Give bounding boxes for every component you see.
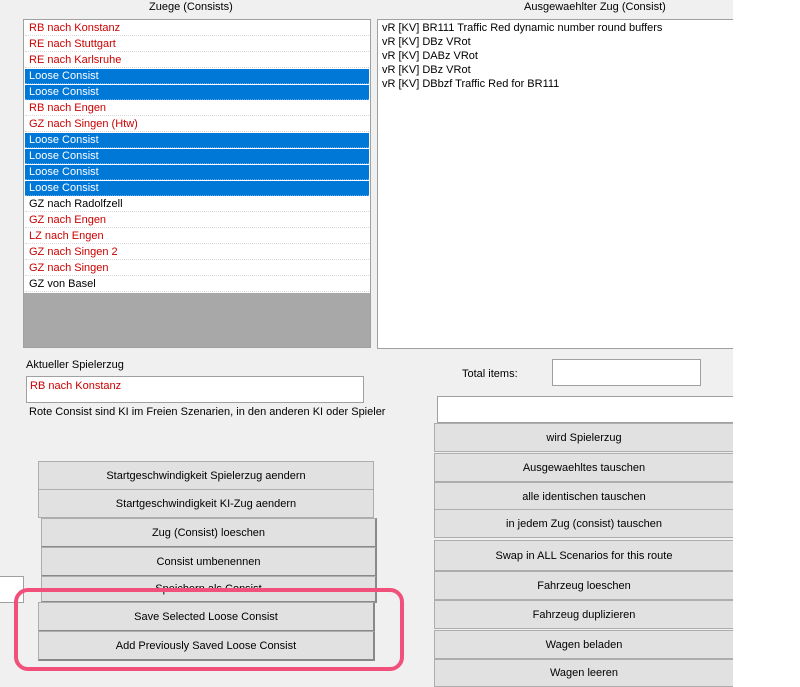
consist-list-item[interactable]: LZ nach Engen: [25, 229, 369, 244]
consist-list-item[interactable]: Loose Consist: [25, 149, 369, 164]
search-input[interactable]: [437, 396, 733, 423]
becomes-player-button[interactable]: wird Spielerzug: [434, 423, 733, 452]
partial-input-field[interactable]: [0, 576, 24, 603]
save-selected-loose-consist-button[interactable]: Save Selected Loose Consist: [38, 602, 375, 632]
duplicate-vehicle-button[interactable]: Fahrzeug duplizieren: [434, 600, 733, 629]
add-saved-loose-consist-button[interactable]: Add Previously Saved Loose Consist: [38, 631, 375, 661]
start-speed-ai-button[interactable]: Startgeschwindigkeit KI-Zug aendern: [38, 489, 374, 518]
consist-list-item[interactable]: Loose Consist: [25, 165, 369, 180]
consist-list-item[interactable]: GZ nach Singen 2: [25, 245, 369, 260]
consist-list-item[interactable]: GZ nach Singen (Htw): [25, 117, 369, 132]
wagon-list-item[interactable]: vR [KV] BR111 Traffic Red dynamic number round buffers: [382, 22, 663, 34]
total-items-field[interactable]: [552, 359, 701, 386]
start-speed-player-button[interactable]: Startgeschwindigkeit Spielerzug aendern: [38, 461, 374, 490]
consist-list-item[interactable]: GZ nach Engen: [25, 213, 369, 228]
delete-vehicle-button[interactable]: Fahrzeug loeschen: [434, 571, 733, 600]
consist-list-item[interactable]: Loose Consist: [25, 85, 369, 100]
selected-train-listbox[interactable]: [377, 19, 733, 349]
wagon-list-item[interactable]: vR [KV] DBz VRot: [382, 64, 471, 76]
wagon-list-item[interactable]: vR [KV] DABz VRot: [382, 50, 478, 62]
listbox-empty-area: [24, 293, 370, 347]
current-player-train-label: Aktueller Spielerzug: [26, 359, 124, 371]
current-player-train-value: RB nach Konstanz: [30, 380, 122, 392]
consist-list-item[interactable]: Loose Consist: [25, 133, 369, 148]
consist-list-item[interactable]: Loose Consist: [25, 181, 369, 196]
consist-list-item[interactable]: RE nach Stuttgart: [25, 37, 369, 52]
consist-list-item[interactable]: GZ von Basel: [25, 277, 369, 292]
swap-selected-button[interactable]: Ausgewaehltes tauschen: [434, 453, 733, 482]
load-wagon-button[interactable]: Wagen beladen: [434, 630, 733, 659]
consist-color-note: Rote Consist sind KI im Freien Szenarien, in den anderen KI oder Spieler: [29, 406, 386, 418]
consist-list-item[interactable]: RB nach Konstanz: [25, 21, 369, 36]
consist-list-item[interactable]: RB nach Engen: [25, 101, 369, 116]
consists-listbox[interactable]: [23, 19, 371, 348]
rename-consist-button[interactable]: Consist umbenennen: [41, 547, 377, 577]
swap-every-consist-button[interactable]: in jedem Zug (consist) tauschen: [434, 509, 733, 538]
wagon-list-item[interactable]: vR [KV] DBz VRot: [382, 36, 471, 48]
current-player-train-field[interactable]: [26, 376, 364, 403]
swap-identical-button[interactable]: alle identischen tauschen: [434, 482, 733, 511]
delete-consist-button[interactable]: Zug (Consist) loeschen: [41, 518, 377, 548]
save-as-consist-button[interactable]: Speichern als Consist: [41, 576, 377, 603]
empty-wagon-button[interactable]: Wagen leeren: [434, 659, 733, 687]
consist-list-item[interactable]: Loose Consist: [25, 69, 369, 84]
swap-all-scenarios-button[interactable]: Swap in ALL Scenarios for this route: [434, 540, 733, 571]
consist-list-item[interactable]: GZ nach Radolfzell: [25, 197, 369, 212]
consist-list-item[interactable]: GZ nach Singen: [25, 261, 369, 276]
selected-train-title: Ausgewaehlter Zug (Consist): [524, 1, 666, 13]
total-items-label: Total items:: [462, 368, 518, 380]
consist-list-item[interactable]: RE nach Karlsruhe: [25, 53, 369, 68]
wagon-list-item[interactable]: vR [KV] DBbzf Traffic Red for BR111: [382, 78, 560, 90]
consists-title: Zuege (Consists): [149, 1, 233, 13]
